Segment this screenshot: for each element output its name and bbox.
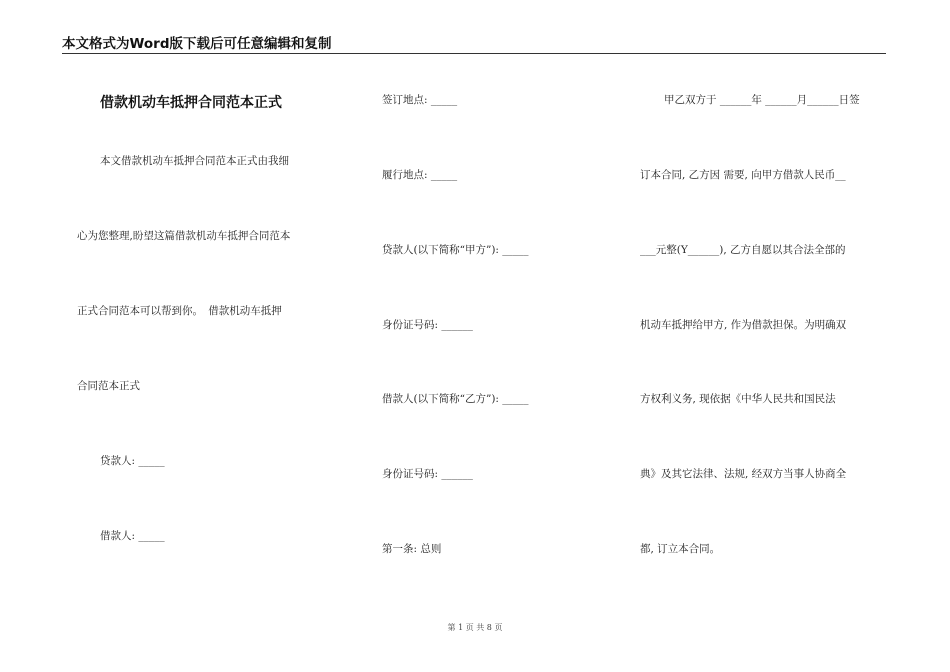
party-b-field: 借款人(以下简称“乙方”): _____ [382,393,529,405]
signing-place-field: 签订地点: _____ [382,94,458,106]
col1-line-2: 心为您整理,盼望这篇借款机动车抵押合同范本 [77,230,291,242]
col3-line-6: 典》及其它法律、法规, 经双方当事人协商全 [640,468,847,480]
col1-line-1: 本文借款机动车抵押合同范本正式由我细 [100,155,289,167]
performance-place-field: 履行地点: _____ [382,169,458,181]
col1-line-4: 合同范本正式 [77,380,140,392]
header-text: 本文格式为Word版下载后可任意编辑和复制 [62,36,332,52]
lender-field: 贷款人: _____ [100,455,165,467]
col3-line-1: 甲乙双方于 ______年 ______月______日签 [664,94,860,106]
article-one-heading: 第一条: 总则 [382,543,442,555]
party-a-field: 贷款人(以下简称“甲方”): _____ [382,244,529,256]
party-a-id-field: 身份证号码: ______ [382,319,473,331]
col1-line-3: 正式合同范本可以帮到你。 借款机动车抵押 [77,305,282,317]
document-header [62,36,886,54]
col3-line-3: ___元整(Y______), 乙方自愿以其合法全部的 [640,244,846,256]
col3-line-7: 都, 订立本合同。 [640,543,721,555]
col3-line-5: 方权利义务, 现依据《中华人民共和国民法 [640,393,836,405]
party-b-id-field: 身份证号码: ______ [382,468,473,480]
borrower-field: 借款人: _____ [100,530,165,542]
document-title: 借款机动车抵押合同范本正式 [100,95,282,111]
page-number: 第 1 页 共 8 页 [447,623,503,632]
col3-line-2: 订本合同, 乙方因 需要, 向甲方借款人民币__ [640,169,846,181]
col3-line-4: 机动车抵押给甲方, 作为借款担保。为明确双 [640,319,847,331]
